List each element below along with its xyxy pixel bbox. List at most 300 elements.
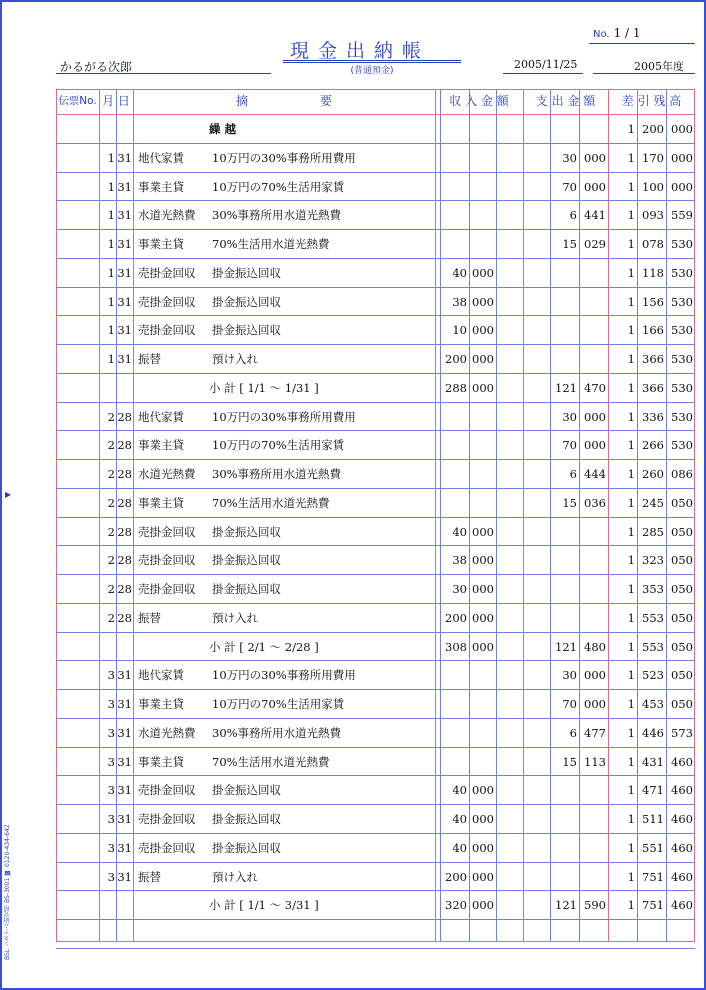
row-description: 小 計 [ 1/1 ～ 3/31 ] xyxy=(209,898,319,913)
table-row xyxy=(56,920,695,949)
row-income-thousands xyxy=(440,489,467,518)
row-income-thousands xyxy=(440,690,467,719)
row-account xyxy=(138,920,210,949)
row-month: 1 xyxy=(107,179,115,194)
row-balance-millions xyxy=(608,920,635,949)
row-description: 70%生活用水道光熱費 xyxy=(212,754,330,769)
row-day xyxy=(116,115,132,144)
row-day: 31 xyxy=(117,697,132,711)
row-expense-units: 477 xyxy=(584,725,606,740)
year-underline xyxy=(593,73,695,74)
row-balance-thousands: 093 xyxy=(642,208,664,223)
row-expense-units xyxy=(579,546,606,575)
row-expense-thousands: 30 xyxy=(562,150,577,165)
row-income-units: 000 xyxy=(472,265,494,280)
row-balance-millions: 1 xyxy=(627,409,635,424)
row-expense-units: 000 xyxy=(584,668,606,683)
row-description: 10万円の70%生活用家賃 xyxy=(212,438,345,453)
row-income-thousands: 40 xyxy=(452,265,467,280)
row-description: 小 計 [ 2/1 ～ 2/28 ] xyxy=(209,639,319,654)
row-income-units: 000 xyxy=(472,380,494,395)
row-account: 地代家賃 xyxy=(138,150,184,165)
col-description: 摘 要 xyxy=(235,94,332,108)
row-expense-units xyxy=(579,575,606,604)
row-month xyxy=(99,374,115,403)
row-expense-thousands: 15 xyxy=(562,495,577,510)
row-expense-units xyxy=(579,288,606,317)
owner-underline xyxy=(56,73,271,74)
row-balance-millions: 1 xyxy=(627,179,635,194)
row-income-units xyxy=(469,230,494,259)
row-account: 事業主貸 xyxy=(138,495,184,510)
row-income-units: 000 xyxy=(472,524,494,539)
row-expense-units: 470 xyxy=(584,380,606,395)
row-income-thousands xyxy=(440,173,467,202)
row-income-units xyxy=(469,489,494,518)
row-income-thousands xyxy=(440,748,467,777)
row-balance-millions: 1 xyxy=(627,237,635,251)
table-row xyxy=(56,431,695,460)
row-balance-units: 460 xyxy=(671,869,693,884)
row-expense-thousands xyxy=(550,805,577,834)
date-underline xyxy=(503,73,583,74)
row-income-units: 000 xyxy=(472,352,494,366)
row-balance-millions: 1 xyxy=(627,122,635,136)
row-expense-units xyxy=(579,805,606,834)
ledger-subtitle: (普通預金) xyxy=(350,66,394,76)
table-row xyxy=(56,863,695,892)
row-expense-thousands xyxy=(550,115,577,144)
row-description: 預け入れ xyxy=(212,610,258,625)
row-income-units xyxy=(469,661,494,690)
col-income: 収 入 金 額 xyxy=(449,94,509,108)
row-day: 28 xyxy=(117,409,132,424)
row-account: 売掛金回収 xyxy=(138,783,196,798)
row-account: 事業主貸 xyxy=(138,754,184,769)
row-expense-thousands xyxy=(550,575,577,604)
row-account: 水道光熱費 xyxy=(138,725,196,740)
row-day: 28 xyxy=(117,553,132,568)
fiscal-year: 2005年度 xyxy=(634,60,684,73)
row-description: 30%事務所用水道光熱費 xyxy=(212,208,342,223)
row-balance-millions: 1 xyxy=(627,380,635,395)
row-expense-thousands xyxy=(550,863,577,892)
row-balance-units: 460 xyxy=(671,898,693,913)
row-day: 31 xyxy=(117,840,132,855)
row-description: 70%生活用水道光熱費 xyxy=(212,237,330,251)
row-income-thousands xyxy=(440,403,467,432)
row-description: 預け入れ xyxy=(212,869,258,884)
row-balance-units: 530 xyxy=(671,237,693,251)
row-balance-millions: 1 xyxy=(627,869,635,884)
row-balance-thousands: 366 xyxy=(642,352,664,366)
row-income-thousands: 288 xyxy=(445,380,467,395)
row-expense-units: 029 xyxy=(584,237,606,251)
row-expense-units: 000 xyxy=(584,409,606,424)
table-row xyxy=(56,201,695,230)
row-description: 掛金振込回収 xyxy=(212,812,281,826)
row-balance-thousands: 078 xyxy=(642,237,664,251)
row-balance-thousands xyxy=(637,920,664,949)
row-month: 2 xyxy=(107,495,115,510)
row-income-units xyxy=(469,173,494,202)
row-expense-thousands: 70 xyxy=(562,697,577,711)
table-row xyxy=(56,173,695,202)
row-month: 1 xyxy=(107,237,115,251)
row-expense-thousands: 121 xyxy=(555,898,577,913)
row-balance-units: 000 xyxy=(671,122,693,136)
row-month: 3 xyxy=(107,783,115,798)
row-expense-thousands xyxy=(550,288,577,317)
row-month: 3 xyxy=(107,754,115,769)
row-balance-thousands: 200 xyxy=(642,122,664,136)
row-month xyxy=(99,920,115,949)
row-balance-units: 573 xyxy=(671,725,693,740)
row-income-thousands xyxy=(440,201,467,230)
row-expense-units: 480 xyxy=(584,639,606,654)
row-income-units: 000 xyxy=(472,582,494,596)
row-balance-millions: 1 xyxy=(627,639,635,654)
row-expense-thousands xyxy=(550,546,577,575)
row-description: 掛金振込回収 xyxy=(212,265,281,280)
row-balance-units: 050 xyxy=(671,668,693,683)
row-income-units xyxy=(469,144,494,173)
row-expense-thousands: 15 xyxy=(562,754,577,769)
row-expense-units: 000 xyxy=(584,438,606,453)
row-expense-units xyxy=(579,518,606,547)
row-account: 地代家賃 xyxy=(138,409,184,424)
row-income-thousands: 40 xyxy=(452,812,467,826)
table-row xyxy=(56,489,695,518)
row-balance-units: 050 xyxy=(671,697,693,711)
row-income-thousands: 40 xyxy=(452,783,467,798)
row-account: 事業主貸 xyxy=(138,697,184,711)
row-balance-thousands: 166 xyxy=(642,323,664,338)
row-expense-thousands: 6 xyxy=(569,725,577,740)
row-description: 掛金振込回収 xyxy=(212,294,281,309)
row-account: 振替 xyxy=(138,352,161,366)
row-account xyxy=(138,374,210,403)
row-month: 1 xyxy=(107,323,115,338)
table-row xyxy=(56,403,695,432)
table-row xyxy=(56,834,695,863)
row-balance-millions: 1 xyxy=(627,524,635,539)
row-account: 振替 xyxy=(138,869,161,884)
table-row xyxy=(56,518,695,547)
row-day: 31 xyxy=(117,323,132,338)
row-month: 2 xyxy=(107,553,115,568)
row-expense-units xyxy=(579,345,606,374)
row-description: 預け入れ xyxy=(212,352,258,366)
row-income-units xyxy=(469,748,494,777)
row-balance-units: 530 xyxy=(671,352,693,366)
row-account: 水道光熱費 xyxy=(138,208,196,223)
row-month: 2 xyxy=(107,524,115,539)
row-account xyxy=(138,891,210,920)
row-month: 2 xyxy=(107,438,115,453)
row-balance-thousands: 511 xyxy=(642,812,664,826)
table-row xyxy=(56,316,695,345)
row-month: 2 xyxy=(107,582,115,596)
row-day: 31 xyxy=(117,150,132,165)
row-balance-millions: 1 xyxy=(627,265,635,280)
table-row xyxy=(56,144,695,173)
row-balance-millions: 1 xyxy=(627,438,635,453)
row-income-units: 000 xyxy=(472,553,494,568)
row-balance-thousands: 551 xyxy=(642,840,664,855)
row-description: 繰 越 xyxy=(209,122,237,136)
row-income-thousands: 308 xyxy=(445,639,467,654)
row-expense-thousands: 70 xyxy=(562,438,577,453)
row-income-units xyxy=(469,460,494,489)
row-balance-millions: 1 xyxy=(627,352,635,366)
row-balance-units: 530 xyxy=(671,294,693,309)
row-balance-units: 460 xyxy=(671,783,693,798)
row-balance-thousands: 523 xyxy=(642,668,664,683)
page-number-label: No. xyxy=(593,29,610,40)
row-balance-units: 530 xyxy=(671,323,693,338)
row-day: 31 xyxy=(117,869,132,884)
row-day: 28 xyxy=(117,467,132,481)
row-description: 30%事務所用水道光熱費 xyxy=(212,467,342,481)
row-month: 1 xyxy=(107,352,115,366)
row-expense-thousands: 6 xyxy=(569,208,577,223)
row-balance-thousands: 118 xyxy=(642,265,664,280)
row-expense-units: 036 xyxy=(584,495,606,510)
row-expense-thousands: 15 xyxy=(562,237,577,251)
row-description xyxy=(212,920,434,949)
row-income-units: 000 xyxy=(472,610,494,625)
row-expense-thousands xyxy=(550,518,577,547)
row-balance-thousands: 446 xyxy=(642,725,664,740)
table-row xyxy=(56,719,695,748)
row-expense-units xyxy=(579,604,606,633)
row-income-thousands: 200 xyxy=(445,352,467,366)
row-account: 事業主貸 xyxy=(138,438,184,453)
row-balance-millions: 1 xyxy=(627,208,635,223)
row-day: 31 xyxy=(117,294,132,309)
page-number-value: 1 / 1 xyxy=(613,26,641,40)
row-day: 31 xyxy=(117,179,132,194)
row-description: 30%事務所用水道光熱費 xyxy=(212,725,342,740)
row-expense-thousands xyxy=(550,604,577,633)
row-income-thousands: 38 xyxy=(452,553,467,568)
row-day xyxy=(116,374,132,403)
row-description: 10万円の70%生活用家賃 xyxy=(212,697,345,711)
ledger-title: 現金出納帳 xyxy=(290,40,431,62)
row-description: 10万円の70%生活用家賃 xyxy=(212,179,345,194)
row-day: 28 xyxy=(117,524,132,539)
row-income-thousands: 200 xyxy=(445,610,467,625)
row-month: 3 xyxy=(107,812,115,826)
row-month xyxy=(99,115,115,144)
row-account xyxy=(138,115,210,144)
row-balance-units: 460 xyxy=(671,840,693,855)
row-month: 2 xyxy=(107,409,115,424)
print-date: 2005/11/25 xyxy=(514,58,578,71)
row-balance-thousands: 553 xyxy=(642,639,664,654)
row-income-thousands: 40 xyxy=(452,840,467,855)
row-expense-units: 444 xyxy=(584,467,606,481)
row-month: 1 xyxy=(107,265,115,280)
row-day xyxy=(116,633,132,662)
row-balance-thousands: 751 xyxy=(642,898,664,913)
row-expense-thousands xyxy=(550,259,577,288)
row-income-thousands xyxy=(440,460,467,489)
row-day: 31 xyxy=(117,812,132,826)
row-income-thousands: 30 xyxy=(452,582,467,596)
row-balance-millions: 1 xyxy=(627,467,635,481)
table-row xyxy=(56,546,695,575)
title-underline xyxy=(283,60,461,61)
row-balance-units: 530 xyxy=(671,265,693,280)
row-balance-thousands: 323 xyxy=(642,553,664,568)
row-balance-thousands: 553 xyxy=(642,610,664,625)
row-balance-millions: 1 xyxy=(627,697,635,711)
row-day: 31 xyxy=(117,265,132,280)
row-month: 3 xyxy=(107,840,115,855)
row-expense-thousands xyxy=(550,834,577,863)
table-row xyxy=(56,230,695,259)
row-income-units: 000 xyxy=(472,783,494,798)
row-balance-thousands: 453 xyxy=(642,697,664,711)
col-expense: 支 出 金 額 xyxy=(535,94,596,108)
table-row xyxy=(56,891,695,920)
row-balance-millions: 1 xyxy=(627,294,635,309)
row-balance-units: 530 xyxy=(671,409,693,424)
row-income-units: 000 xyxy=(472,294,494,309)
row-day: 31 xyxy=(117,725,132,740)
row-month: 2 xyxy=(107,610,115,625)
row-balance-thousands: 471 xyxy=(642,783,664,798)
row-income-units xyxy=(469,431,494,460)
row-expense-units: 000 xyxy=(584,179,606,194)
row-expense-units xyxy=(579,920,606,949)
row-balance-units: 050 xyxy=(671,639,693,654)
row-income-thousands xyxy=(440,144,467,173)
row-income-units: 000 xyxy=(472,869,494,884)
row-income-units xyxy=(469,403,494,432)
row-expense-units: 590 xyxy=(584,898,606,913)
row-expense-units: 113 xyxy=(584,754,606,769)
row-income-thousands xyxy=(440,431,467,460)
row-day: 31 xyxy=(117,237,132,251)
row-month: 3 xyxy=(107,725,115,740)
row-balance-thousands: 366 xyxy=(642,380,664,395)
row-description: 小 計 [ 1/1 ～ 1/31 ] xyxy=(209,380,319,395)
row-day: 31 xyxy=(117,208,132,223)
row-income-units: 000 xyxy=(472,812,494,826)
row-balance-millions: 1 xyxy=(627,783,635,798)
row-expense-units xyxy=(579,834,606,863)
table-row xyxy=(56,288,695,317)
row-expense-thousands: 6 xyxy=(569,467,577,481)
side-publisher-text: BSL システム研究所 BS-3001 ☎ 0120-434-642 xyxy=(4,824,11,960)
row-account: 売掛金回収 xyxy=(138,265,196,280)
row-balance-millions: 1 xyxy=(627,898,635,913)
row-income-units xyxy=(469,690,494,719)
row-balance-millions: 1 xyxy=(627,840,635,855)
row-month: 1 xyxy=(107,208,115,223)
row-expense-units xyxy=(579,115,606,144)
row-balance-millions: 1 xyxy=(627,323,635,338)
table-row xyxy=(56,748,695,777)
table-row xyxy=(56,690,695,719)
col-voucher: 伝票No. xyxy=(58,95,97,107)
row-day: 31 xyxy=(117,352,132,366)
row-balance-units: 050 xyxy=(671,582,693,596)
col-balance: 差 引 残 高 xyxy=(621,94,682,108)
row-expense-thousands: 70 xyxy=(562,179,577,194)
col-month-day: 月 日 xyxy=(102,94,130,108)
row-account: 売掛金回収 xyxy=(138,812,196,826)
row-balance-units: 050 xyxy=(671,553,693,568)
row-balance-units: 050 xyxy=(671,495,693,510)
row-income-units: 000 xyxy=(472,898,494,913)
row-balance-thousands: 336 xyxy=(642,409,664,424)
row-account: 売掛金回収 xyxy=(138,840,196,855)
row-day: 31 xyxy=(117,783,132,798)
row-balance-units xyxy=(666,920,693,949)
row-income-thousands xyxy=(440,661,467,690)
row-account: 水道光熱費 xyxy=(138,467,196,481)
row-income-thousands: 200 xyxy=(445,869,467,884)
row-balance-millions: 1 xyxy=(627,725,635,740)
row-balance-thousands: 260 xyxy=(642,467,664,481)
row-balance-units: 559 xyxy=(671,208,693,223)
row-account: 売掛金回収 xyxy=(138,553,196,568)
table-row xyxy=(56,575,695,604)
row-balance-thousands: 100 xyxy=(642,179,664,194)
row-balance-units: 086 xyxy=(671,467,693,481)
table-row xyxy=(56,115,695,144)
row-balance-millions: 1 xyxy=(627,150,635,165)
row-balance-thousands: 170 xyxy=(642,150,664,165)
row-income-units xyxy=(469,201,494,230)
row-month: 3 xyxy=(107,697,115,711)
row-income-units xyxy=(469,719,494,748)
row-account: 事業主貸 xyxy=(138,179,184,194)
row-income-thousands xyxy=(440,230,467,259)
row-balance-millions: 1 xyxy=(627,610,635,625)
row-description: 掛金振込回収 xyxy=(212,582,281,596)
row-description: 10万円の30%事務所用費用 xyxy=(212,409,356,424)
row-expense-thousands: 121 xyxy=(555,380,577,395)
row-account: 売掛金回収 xyxy=(138,524,196,539)
row-expense-thousands xyxy=(550,920,577,949)
row-income-thousands: 10 xyxy=(452,323,467,338)
row-balance-thousands: 431 xyxy=(642,754,664,769)
row-balance-thousands: 285 xyxy=(642,524,664,539)
table-row xyxy=(56,460,695,489)
row-balance-thousands: 353 xyxy=(642,582,664,596)
row-expense-units xyxy=(579,259,606,288)
table-row xyxy=(56,633,695,662)
table-row xyxy=(56,661,695,690)
row-month: 3 xyxy=(107,668,115,683)
row-income-units: 000 xyxy=(472,840,494,855)
row-account: 事業主貸 xyxy=(138,237,184,251)
row-income-units: 000 xyxy=(472,639,494,654)
row-balance-thousands: 245 xyxy=(642,495,664,510)
row-income-units: 000 xyxy=(472,323,494,338)
row-balance-units: 530 xyxy=(671,438,693,453)
page-number-underline xyxy=(589,43,695,44)
owner-name: かるがる次郎 xyxy=(60,60,133,74)
row-month: 1 xyxy=(107,294,115,309)
row-description: 10万円の30%事務所用費用 xyxy=(212,150,356,165)
row-expense-thousands: 30 xyxy=(562,409,577,424)
